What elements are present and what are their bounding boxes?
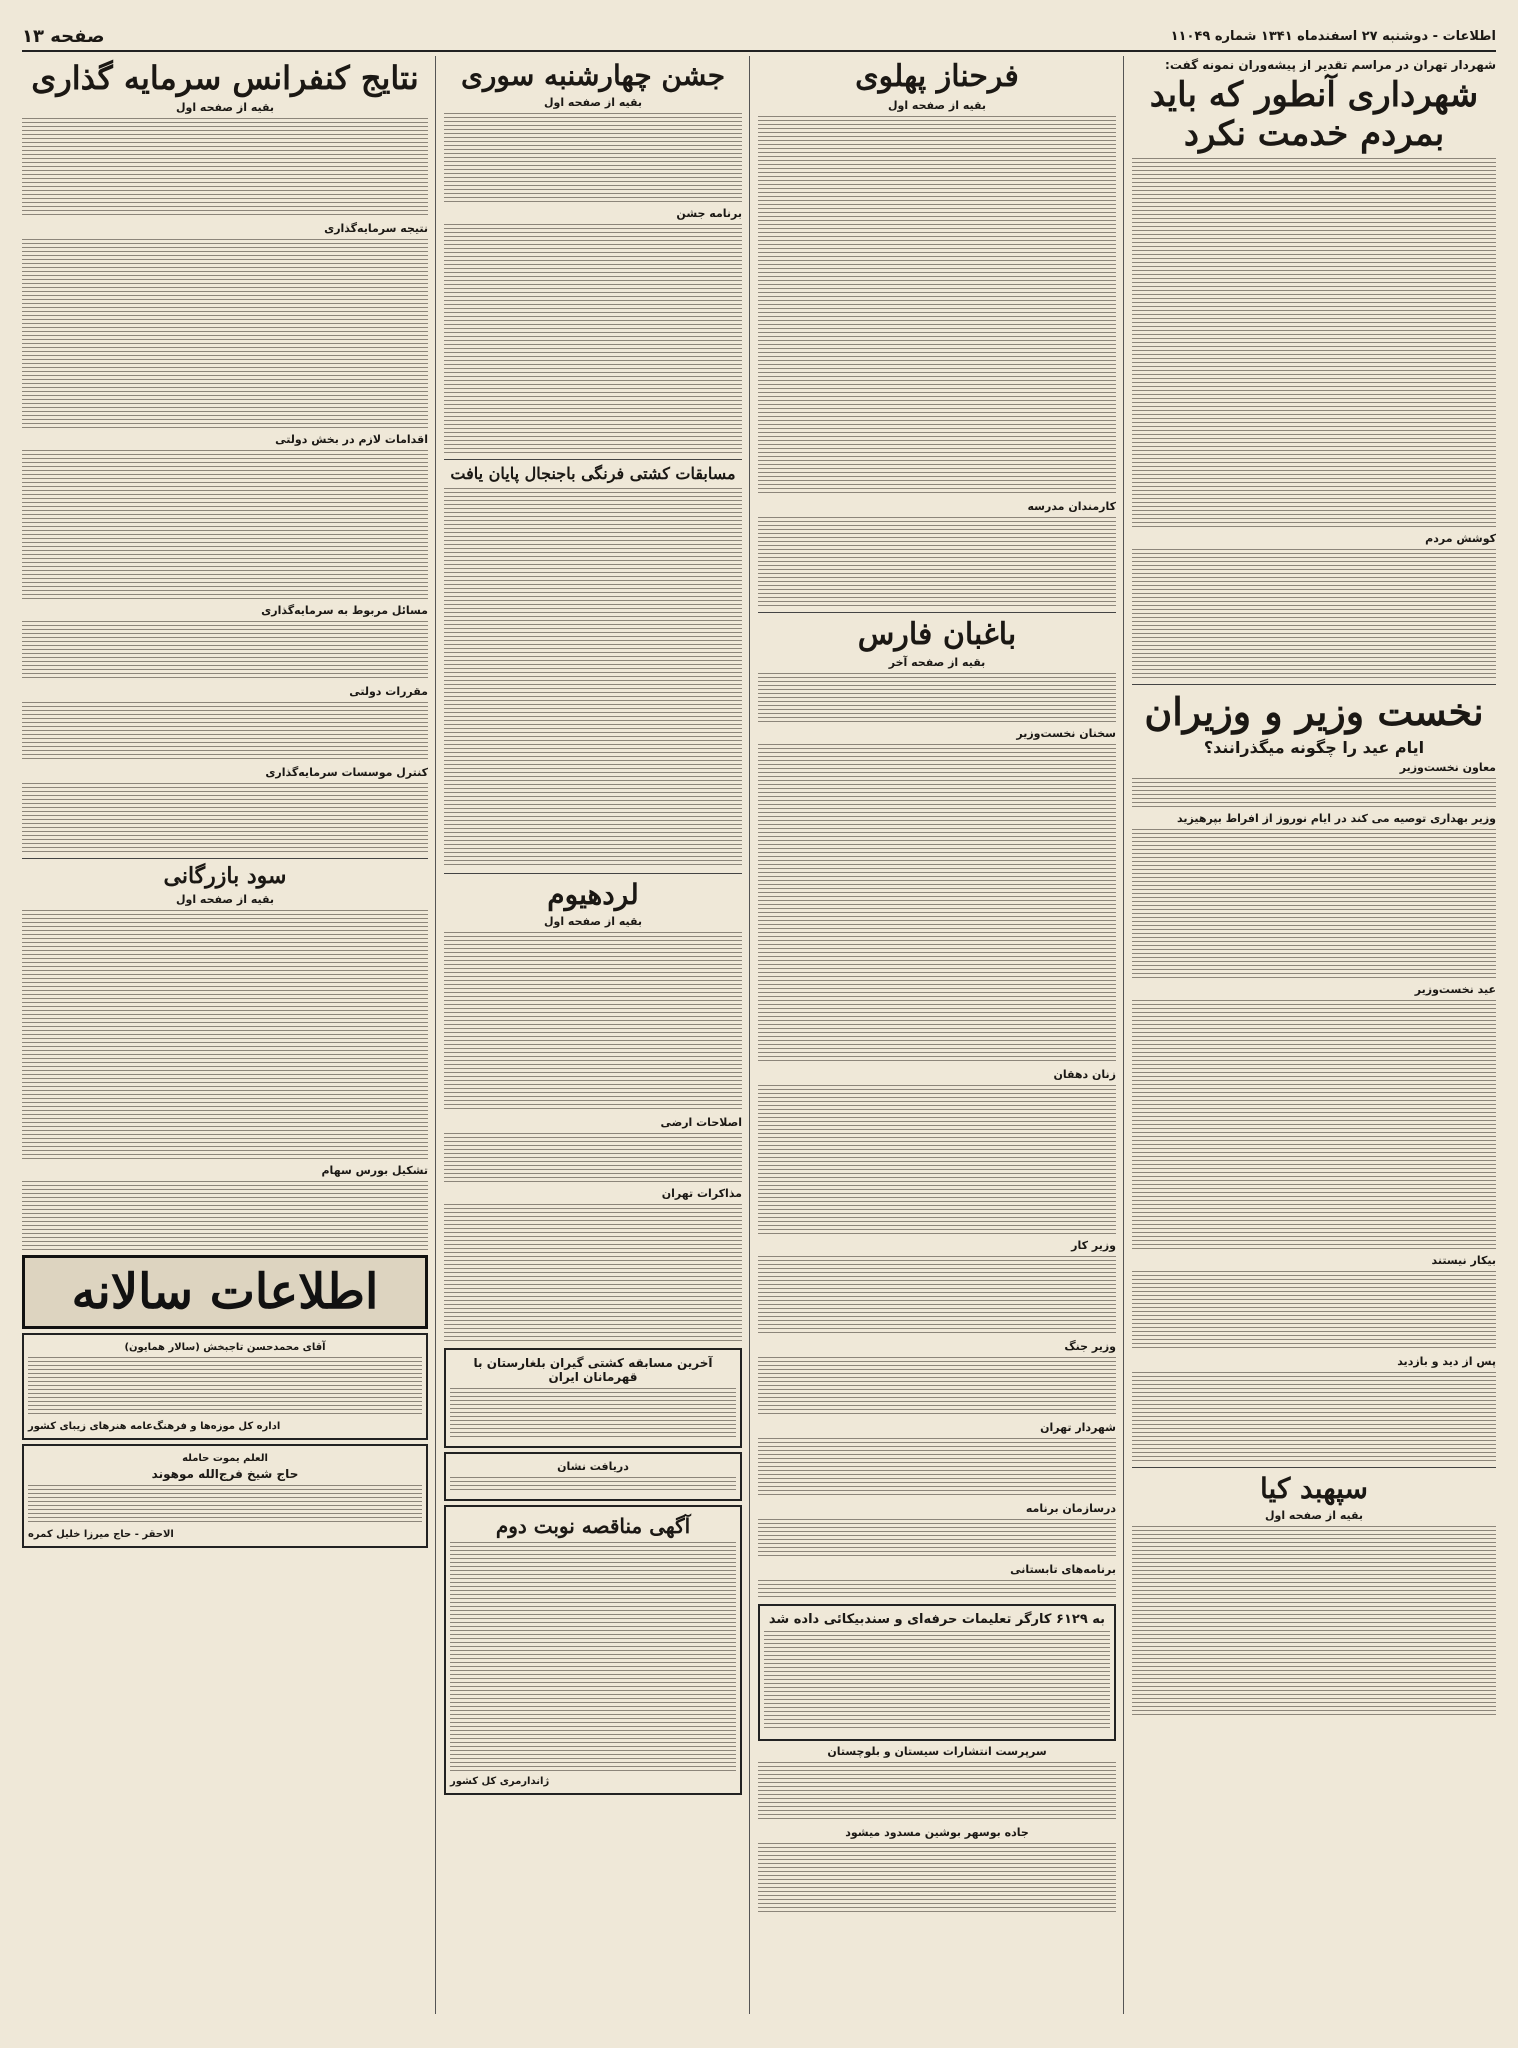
col1-mini: بیکار نیستند — [1431, 1253, 1496, 1267]
col3-headline-2: مسابقات کشتی فرنگی باجنجال پایان یافت — [450, 464, 736, 484]
column-rule — [435, 56, 436, 2014]
col3-body-text — [444, 113, 742, 203]
col1-headline-2: نخست وزیر و وزیران — [1144, 689, 1484, 735]
col4-mini: کنترل موسسات سرمایه‌گذاری — [265, 765, 428, 779]
col3-body-text — [444, 224, 742, 454]
col1-body-text — [1132, 1526, 1496, 1716]
col1-body-text — [1132, 1000, 1496, 1250]
col3-box-2-text — [450, 1477, 736, 1491]
col1-subhead: کوشش مردم — [1425, 532, 1496, 546]
col2-body-text — [758, 116, 1116, 496]
col2-body-text — [758, 1085, 1116, 1235]
col1-body-text — [1132, 549, 1496, 679]
col2-mini: سرپرست انتشارات سیستان و بلوچستان — [827, 1745, 1047, 1758]
column-rule — [749, 56, 750, 2014]
col3-headline-3: لردهیوم — [547, 877, 639, 911]
col4-advert-3-text — [28, 1485, 422, 1525]
divider — [444, 459, 742, 460]
col1-headline-3: سپهبد کیا — [1259, 1471, 1369, 1505]
col2-subheadline: بقیه از صفحه اول — [887, 98, 987, 112]
col3-box — [444, 1348, 742, 1448]
col3-box-2-title: دریافت نشان — [557, 1459, 629, 1473]
col3-advert-signature: ژاندارمری کل کشور — [450, 1775, 550, 1787]
col2-mini: کارمندان مدرسه — [1027, 499, 1116, 513]
col2-headline-2: باغبان فارس — [857, 616, 1017, 652]
col2-mini: شهردار تهران — [1040, 1421, 1116, 1434]
col2-body-text — [758, 1762, 1116, 1822]
newspaper-page — [22, 22, 1496, 2026]
col1-headline: شهرداری آنطور که باید بمردم خدمت نکرد — [1149, 75, 1479, 155]
col2-mini: درسازمان برنامه — [1025, 1502, 1116, 1515]
col4-headline-2: سود بازرگانی — [163, 862, 287, 889]
col3-body-text — [444, 932, 742, 1112]
col4-advert-3-signature: الاحقر - حاج میرزا خلیل کمره — [28, 1529, 174, 1541]
col4-advert-3-name: حاج شیخ فرج‌الله موهوند — [151, 1467, 299, 1482]
col1-subheadline-3: بقیه از صفحه اول — [1264, 1509, 1364, 1523]
col2-box-title: به ۶۱۲۹ کارگر تعلیمات حرفه‌ای و سندبیکائی داده شد — [768, 1612, 1106, 1627]
col2-mini: زنان دهقان — [1053, 1068, 1116, 1081]
divider — [444, 873, 742, 874]
col2-body-text — [758, 1438, 1116, 1498]
col2-body-text — [758, 1580, 1116, 1600]
col1-mini: عید نخست‌وزیر — [1414, 982, 1496, 996]
masthead-issue: اطلاعات - دوشنبه ۲۷ اسفندماه ۱۳۴۱ شماره ۱۱۰۴۹ — [1170, 28, 1496, 44]
col4-body-text — [22, 702, 428, 762]
col1-mini: وزیر بهداری توصیه می کند در ایام نوروز از افراط بپرهیزید — [1177, 811, 1496, 825]
col4-body-text — [22, 621, 428, 681]
col4-mini: مقررات دولتی — [349, 684, 428, 698]
col4-mini: نتیجه سرمایه‌گذاری — [324, 221, 428, 235]
col3-box-text — [450, 1388, 736, 1438]
col3-advert — [444, 1505, 742, 1795]
col1-mini: معاون نخست‌وزیر — [1399, 760, 1496, 774]
col3-box-2 — [444, 1452, 742, 1501]
col3-advert-text — [450, 1542, 736, 1772]
col2-body-text — [758, 1256, 1116, 1336]
col3-body-text — [444, 1133, 742, 1183]
col4-headline: نتایج کنفرانس سرمایه گذاری — [31, 59, 419, 97]
col2-body-text — [758, 517, 1116, 607]
col2-box — [758, 1604, 1116, 1741]
col2-body-text — [758, 744, 1116, 1064]
col4-advert-2-signature: اداره کل موزه‌ها و فرهنگ‌عامه هنرهای زیبای کشور — [28, 1421, 281, 1433]
col2-mini: وزیر جنگ — [1064, 1340, 1116, 1353]
col3-subheadline: بقیه از صفحه اول — [543, 96, 643, 110]
col1-subheadline-2: ایام عید را چگونه میگذرانند؟ — [1203, 737, 1425, 757]
col4-advert-2 — [22, 1333, 428, 1440]
col1-body-text — [1132, 1271, 1496, 1351]
col3-subheadline-3: بقیه از صفحه اول — [543, 914, 643, 928]
col4-advert-2-text — [28, 1357, 422, 1417]
col1-body-text — [1132, 829, 1496, 979]
col4-body-text — [22, 450, 428, 600]
column-1 — [1132, 56, 1496, 2014]
col1-body-text — [1132, 158, 1496, 528]
col2-mini: سخنان نخست‌وزیر — [1016, 727, 1116, 740]
column-3 — [444, 56, 742, 2014]
col2-body-text — [758, 673, 1116, 723]
col3-box-title: آخرین مسابقه کشتی گیران بلغارستان با قهرمانان ایران — [473, 1355, 713, 1384]
col4-body-text — [22, 910, 428, 1160]
col1-mini: پس از دید و بازدید — [1397, 1354, 1496, 1368]
page-number: صفحه ۱۳ — [22, 25, 105, 47]
col1-body-text — [1132, 778, 1496, 808]
divider — [1132, 1467, 1496, 1468]
col3-mini: اصلاحات ارضی — [660, 1115, 742, 1129]
annual-ettelaat-ad: اطلاعات سالانه — [22, 1255, 428, 1329]
col4-body-text — [22, 1181, 428, 1251]
col3-headline: جشن چهارشنبه سوری — [460, 59, 726, 92]
col4-body-text — [22, 239, 428, 429]
col2-box-text — [764, 1631, 1110, 1731]
col4-body-text — [22, 783, 428, 853]
col2-mini: برنامه‌های تابستانی — [1010, 1563, 1116, 1576]
col3-body-text — [444, 1204, 742, 1344]
col2-body-text — [758, 1357, 1116, 1417]
col3-mini: برنامه جشن — [676, 207, 742, 221]
col4-advert-2-title: آقای محمدحسن تاجبخش (سالار همایون) — [124, 1342, 326, 1354]
col2-mini: وزیر کار — [1071, 1239, 1116, 1252]
col1-body-text — [1132, 1372, 1496, 1462]
col2-subheadline-2: بقیه از صفحه آخر — [888, 656, 986, 669]
col4-mini: اقدامات لازم در بخش دولتی — [275, 432, 428, 446]
col4-advert-3 — [22, 1444, 428, 1548]
col3-body-text — [444, 488, 742, 868]
divider — [758, 612, 1116, 613]
column-2 — [758, 56, 1116, 2014]
col1-kicker: شهردار تهران در مراسم تقدیر از پیشه‌وران نمونه گفت: — [1165, 58, 1496, 72]
col4-mini: تشکیل بورس سهام — [321, 1164, 428, 1178]
col4-mini: مسائل مربوط به سرمایه‌گذاری — [261, 603, 428, 617]
col2-headline: فرحناز پهلوی — [855, 59, 1019, 94]
divider — [22, 858, 428, 859]
col3-mini: مذاکرات تهران — [661, 1186, 742, 1200]
col4-subheadline-2: بقیه از صفحه اول — [175, 893, 275, 907]
column-rule — [1123, 56, 1124, 2014]
col2-body-text — [758, 1843, 1116, 1913]
col4-advert-3-title: العلم یموت حامله — [182, 1453, 268, 1465]
col2-body-text — [758, 1519, 1116, 1559]
col4-subheadline: بقیه از صفحه اول — [175, 100, 275, 114]
col2-mini: جاده بوسهر بوشین مسدود میشود — [845, 1826, 1029, 1839]
col3-advert-title: آگهی مناقصه نوبت دوم — [495, 1513, 691, 1538]
masthead — [22, 22, 1496, 52]
column-4 — [22, 56, 428, 2014]
col4-body-text — [22, 118, 428, 218]
divider — [1132, 684, 1496, 685]
